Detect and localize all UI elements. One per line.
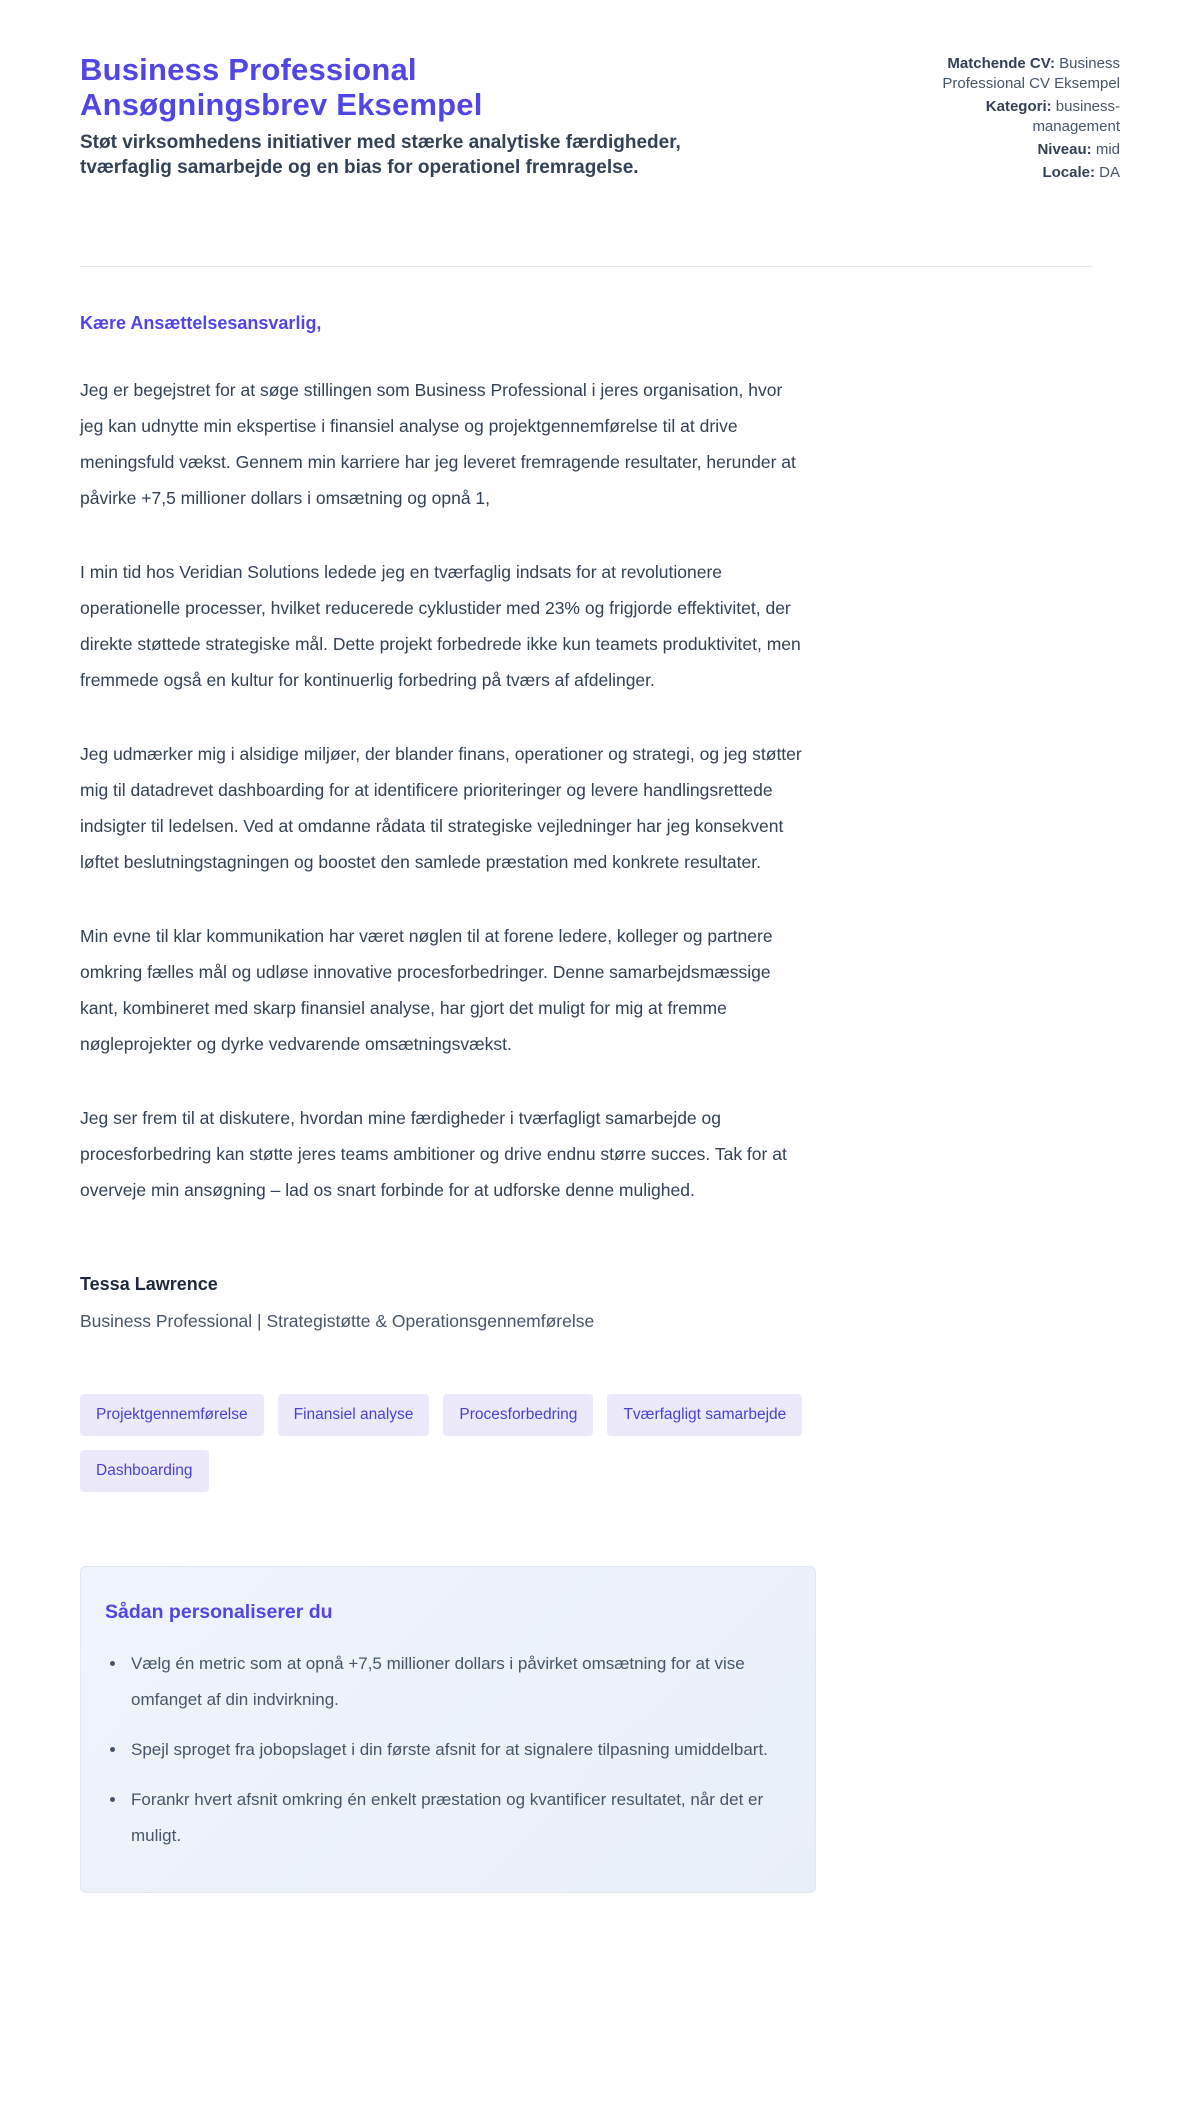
tag-chip: Procesforbedring [443,1394,593,1436]
meta-label: Locale: [1042,164,1095,181]
page-header [80,52,1120,186]
meta-locale [920,163,1120,183]
meta-level [920,140,1120,160]
meta-matching-cv [920,54,1120,94]
meta-label: Niveau: [1037,141,1092,158]
letter-paragraph: Jeg er begejstret for at søge stillingen som Business Professional i jeres organisation, hvor jeg kan udnytte min ekspertise i finansiel analyse og projektgennemførelse til at drive meningsfuld vækst. Gennem min karriere har jeg leveret fremragende resultater, herunder at påvirke +7,5 millioner dollars i omsætning og opnå 1, [80,380,796,508]
skill-tags [80,1394,820,1492]
letter-paragraph: Min evne til klar kommunikation har været nøglen til at forene ledere, kolleger og partnere omkring fælles mål og udløse innovative procesforbedringer. Denne samarbejdsmæssige kant, kombineret med skarp finansiel analyse, har gjort det muligt for mig at fremme nøgleprojekter og dyrke vedvarende omsætningsvækst. [80,926,773,1054]
tag-chip: Projektgennemførelse [80,1394,264,1436]
tip-item: • Forankr hvert afsnit omkring én enkelt præstation og kvantificer resultatet, når det er muligt. [127,1782,787,1854]
header-divider [80,266,1092,267]
tag-chip: Tværfagligt samarbejde [607,1394,802,1436]
meta-value: mid [1095,141,1120,158]
meta-category [920,97,1120,137]
letter-paragraph: Jeg udmærker mig i alsidige miljøer, der blander finans, operationer og strategi, og jeg støtter mig til datadrevet dashboarding for at identificere prioriteringer og levere handlingsrettede indsigter til ledelsen. Ved at omdanne rådata til strategiske vejledninger har jeg konsekvent løftet beslutningstagningen og boostet den samlede præstation med konkrete resultater. [80,744,802,872]
page-title: Business Professional Ansøgningsbrev Eksempel [80,52,483,122]
personalization-tips-box [80,1566,816,1893]
tag-chip: Finansiel analyse [278,1394,430,1436]
meta-label: Kategori: [985,98,1052,115]
meta-value: DA [1099,164,1120,181]
signature-name: Tessa Lawrence [80,1274,218,1294]
tips-title: Sådan personaliserer du [105,1601,333,1623]
letter-paragraph: I min tid hos Veridian Solutions ledede jeg en tværfaglig indsats for at revolutionere operationelle processer, hvilket reducerede cyklustider med 23% og frigjorde effektivitet, der direkte støttede strategiske mål. Dette projekt forbedrede ikke kun teamets produktivitet, men fremmede også en kultur for kontinuerlig forbedring på tværs af afdelinger. [80,562,801,690]
meta-value: Business Professional CV Eksempel [942,55,1120,92]
meta-panel [920,52,1120,186]
meta-label: Matchende CV: [947,55,1055,72]
letter-paragraph: Jeg ser frem til at diskutere, hvordan mine færdigheder i tværfagligt samarbejde og procesforbedring kan støtte jeres teams ambitioner og drive endnu større succes. Tak for at overveje min ansøgning – lad os snart forbinde for at udforske denne mulighed. [80,1108,787,1200]
signature-role: Business Professional | Strategistøtte & Operationsgennemførelse [80,1311,595,1331]
tip-item: • Vælg én metric som at opnå +7,5 millioner dollars i påvirket omsætning for at vise omfanget af din indvirkning. [127,1646,787,1718]
tips-list [105,1646,787,1854]
tip-item: • Spejl sproget fra jobopslaget i din første afsnit for at signalere tilpasning umiddelbart. [127,1732,787,1768]
letter-body [80,313,1120,1208]
letter-greeting: Kære Ansættelsesansvarlig, [80,313,322,333]
header-title-block [80,52,690,180]
page-subtitle: Støt virksomhedens initiativer med stærke analytiske færdigheder, tværfaglig samarbejde og en bias for operationel fremragelse. [80,132,681,178]
signature-block [80,1274,1120,1332]
tag-chip: Dashboarding [80,1450,209,1492]
meta-value: business-management [1032,98,1120,135]
